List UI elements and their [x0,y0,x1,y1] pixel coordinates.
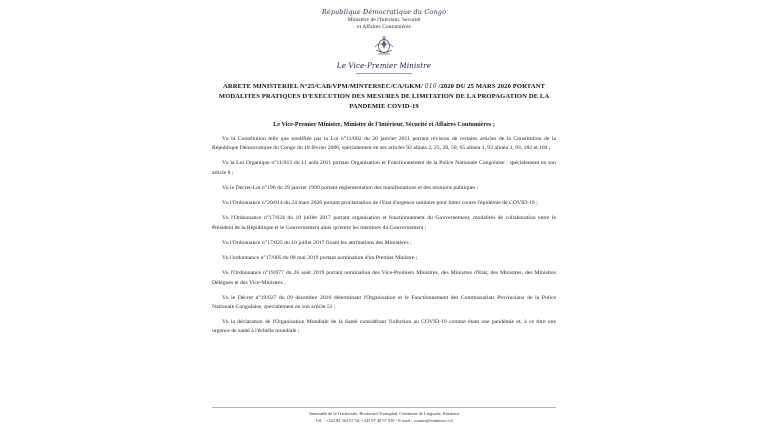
paragraph: Vu l'Ordonnance n°19/077 du 26 août 2019 portant nomination des Vice-Premiers Ministres, des Ministres d'Etat, des Ministres, des Ministres Délégués et des Vice-Ministres ; [212,270,556,286]
title-line-4: DE LA PANDEMIE COVID-19 [349,93,550,111]
paragraph: Vu la Constitution telle que modifiée par la Loi n°11/002 du 20 janvier 2011 portant révision de certains articles de la Constitution de la République Démocratique du Congo du 18 février 2006, spécialement en ses articles 92 alinéa 2, 25, 28, 50, 65 alinéa 1, 93 alinéa 3, 93, 182 et 184 ; [212,135,556,152]
paragraph: Vu la déclaration de l'Organisation Mondiale de la Santé considérant l'infection au COVID-19 comme étant une pandémie et, à ce titre une urgence de santé à l'échelle mondiale ; [212,319,556,335]
title-line-1: ARRETE MINISTERIEL N°25/CAB/VPM/MINTERSEC/CA/GKM/ [223,83,423,91]
paragraph: Vu l'Ordonnance n°20/014 du 24 mars 2020 portant proclamation de l'Etat d'urgence sanitaire pour lutter contre l'épidémie de COVID-19 ; [222,200,538,207]
country-name: République Démocratique du Congo [321,8,447,16]
page-footer [212,407,556,424]
signatory-title: Le Vice-Premier Ministre [336,61,432,70]
coat-of-arms-icon [371,34,397,60]
title-line-2: /2020 DU 25 MARS 2020 PORTANT MODALITES PRATIQUES [218,83,545,101]
page-title [218,82,550,112]
header-divider [356,73,412,74]
paragraph: Vu l'ordonnance n°17/005 du 08 mai 2019 portant nomination d'un Premier Ministre ; [222,255,418,262]
footer-address: Immeuble de la Territoriale, Boulevard Triomphal, Commune de Lingwala, Kinshasa [309,411,459,417]
paragraph: Vu l'Ordonnance n°17/024 du 10 juillet 2017 portant organisation et fonctionnement du Gouvernement, modalités de collaboration entre le Président de la République et le Gouvernement ainsi qu'entre les membres du Gouvernement ; [212,215,556,231]
paragraph: Vu l'Ordonnance n°17/025 du 10 juillet 2017 fixant les attributions des Ministères ; [222,239,412,246]
document-body [212,135,556,337]
ministry-line-1: Ministère de l'Intérieur, Sécurité [347,17,421,23]
title-line-3: D'EXECUTION DES MESURES DE LIMITATION DE LA PROPAGATION [302,93,528,101]
page-margin-right [582,0,768,432]
title-stamp-number: 016 [424,83,437,91]
page-margin-left [0,0,186,432]
footer-divider [212,407,556,408]
letterhead [212,8,556,74]
paragraph: Vu le Décret n°19/027 du 09 décembre 2016 déterminant l'Organisation et le Fonctionnement des Commissariats Provinciaux de la Police Nationale Congolaise, spécialement en son article 51 ; [212,294,556,310]
paragraph: Vu la Loi Organique n°11/013 du 11 août 2011 portant Organisation et Fonctionnement de la Police Nationale Congolaise ; spécialement en son article 8 ; [212,160,556,176]
paragraph: Vu le Décret-Loi n°196 du 29 janvier 1999 portant réglementation des manifestations et des réunions publiques ; [222,184,479,191]
document-subtitle: Le Vice-Premier Ministre, Ministre de l'Intérieur, Sécurité et Affaires Coutumières ; [273,120,495,128]
footer-contact: Tél. : +243 82 364 07 50, +243 97 48 57 910 - E-mail : contact@mintersec.cd [315,417,453,423]
ministry-line-2: et Affaires Coutumières [357,23,411,30]
document-sheet [186,0,582,432]
